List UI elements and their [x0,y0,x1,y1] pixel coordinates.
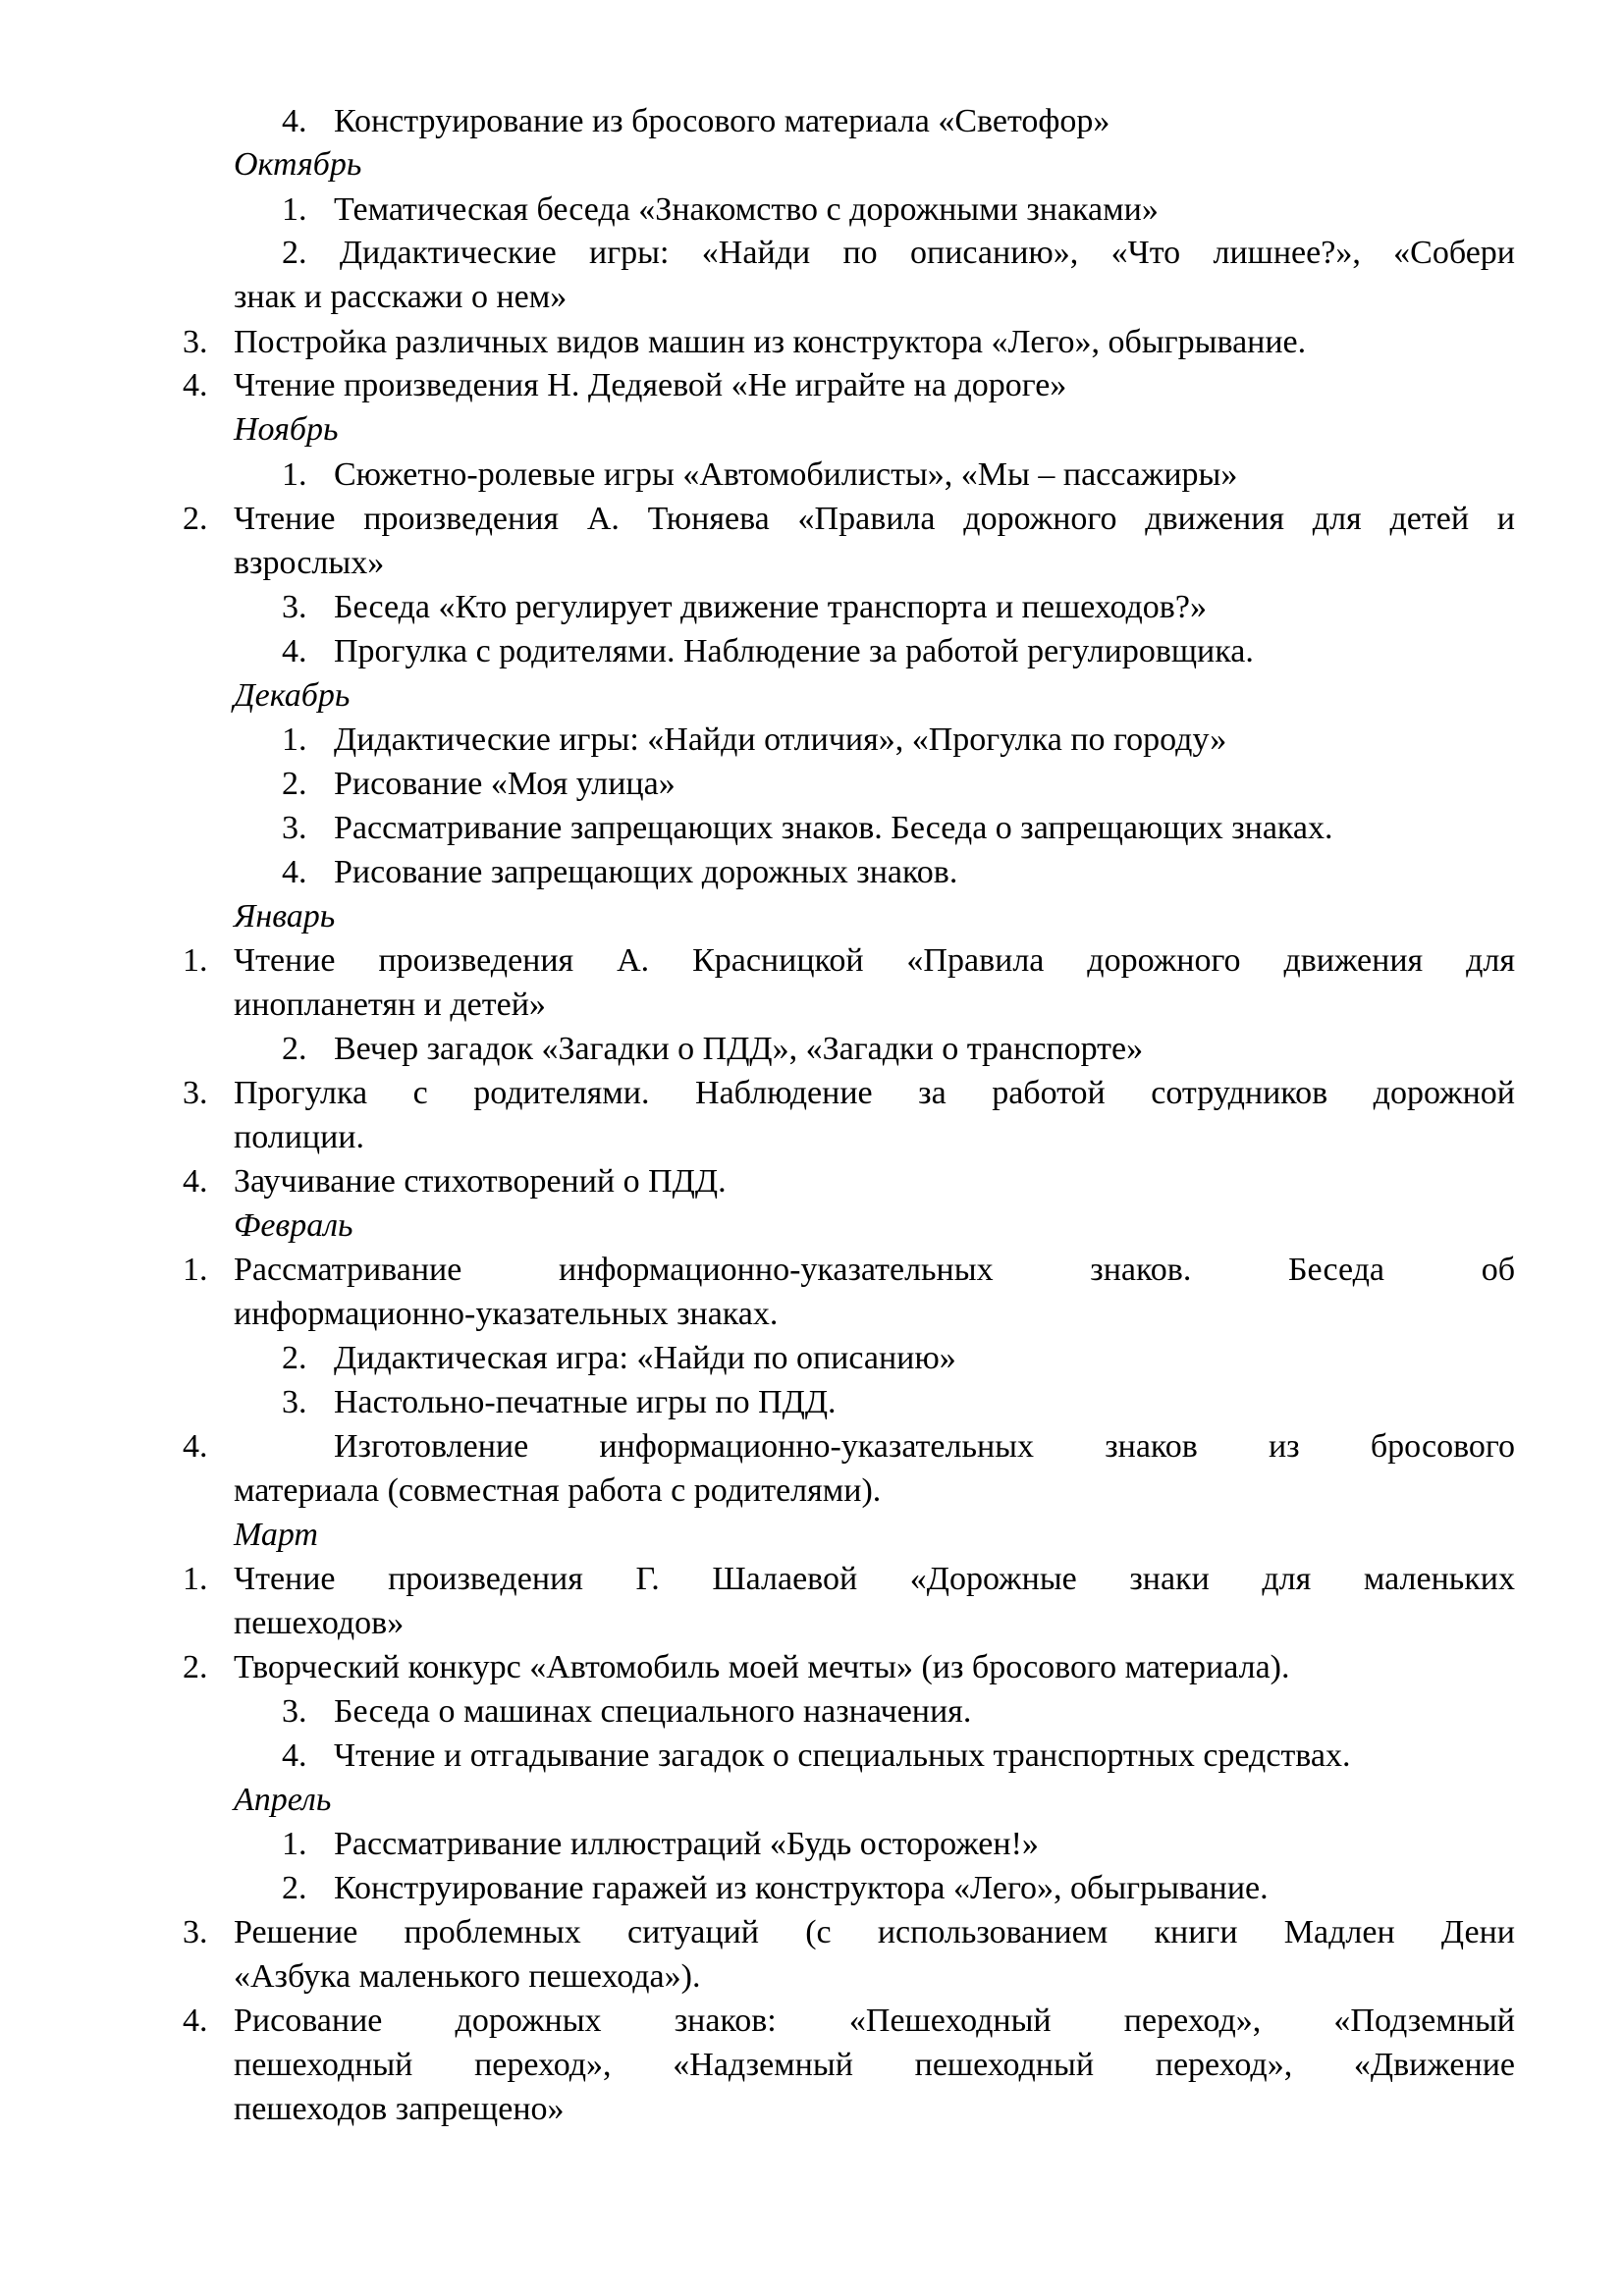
list-number: 3. [282,1384,307,1420]
list-item: Постройка различных видов машин из конструктора «Лего», обыгрывание. [234,324,1307,360]
list-number: 1. [183,1252,208,1288]
list-number: 2. [282,1340,307,1376]
list-item: Вечер загадок «Загадки о ПДД», «Загадки о транспорте» [334,1031,1144,1067]
list-number: 1. [183,942,208,979]
list-item-continuation: информационно-указательных знаках. [234,1296,779,1332]
list-item: Творческий конкурс «Автомобиль моей мечты» (из бросового материала). [234,1649,1290,1685]
list-item: Настольно-печатные игры по ПДД. [334,1384,837,1420]
list-number: 3. [183,1914,208,1950]
list-item: Решение проблемных ситуаций (с использованием книги Мадлен Дени [234,1914,1515,1950]
list-item: Сюжетно-ролевые игры «Автомобилисты», «Мы – пассажиры» [334,456,1238,493]
list-number: 1. [282,456,307,493]
list-number: 2. [282,1031,307,1067]
list-number: 1. [282,721,307,758]
list-item: Рисование «Моя улица» [334,766,676,802]
month-heading: Декабрь [234,677,351,714]
list-item: Чтение произведения А. Тюняева «Правила дорожного движения для детей и [234,501,1515,537]
month-heading: Апрель [234,1782,332,1818]
list-item: Конструирование из бросового материала «Светофор» [334,103,1110,139]
list-item: Дидактические игры: «Найди отличия», «Прогулка по городу» [334,721,1227,758]
list-number: 1. [282,1826,307,1862]
list-item: Дидактическая игра: «Найди по описанию» [334,1340,956,1376]
list-number: 3. [282,589,307,625]
month-heading: Март [234,1517,318,1553]
list-item-continuation: знак и расскажи о нем» [234,279,568,315]
list-item-continuation: взрослых» [234,545,385,581]
list-item: Рассматривание запрещающих знаков. Беседа о запрещающих знаках. [334,810,1333,846]
list-number: 4. [282,1737,307,1774]
list-number: 3. [183,324,208,360]
month-heading: Ноябрь [234,411,339,448]
list-number: 4. [183,2002,208,2039]
list-number: 3. [183,1075,208,1111]
list-number: 1. [183,1561,208,1597]
list-item-continuation: инопланетян и детей» [234,987,546,1023]
list-number: 2. [282,1870,307,1906]
list-item-continuation: пешеходов» [234,1605,405,1641]
list-number: 4. [282,103,307,139]
list-item: Чтение произведения Г. Шалаевой «Дорожные знаки для маленьких [234,1561,1515,1597]
list-item-continuation: пешеходный переход», «Надземный пешеходный переход», «Движение [234,2047,1515,2083]
month-heading: Февраль [234,1207,353,1244]
list-number: 2. [183,501,208,537]
list-item: Беседа «Кто регулирует движение транспорта и пешеходов?» [334,589,1207,625]
month-heading: Октябрь [234,146,362,183]
list-number: 3. [282,1693,307,1730]
list-item: Беседа о машинах специального назначения. [334,1693,972,1730]
list-item: Прогулка с родителями. Наблюдение за работой регулировщика. [334,633,1254,669]
list-number: 4. [183,1428,208,1465]
list-item: 2. Дидактические игры: «Найди по описанию», «Что лишнее?», «Собери [282,235,1515,271]
list-item: Чтение произведения А. Красницкой «Правила дорожного движения для [234,942,1515,979]
list-item: Конструирование гаражей из конструктора «Лего», обыгрывание. [334,1870,1269,1906]
list-number: 4. [183,367,208,403]
list-number: 2. [183,1649,208,1685]
list-item-continuation: пешеходов запрещено» [234,2091,565,2127]
list-number: 4. [282,633,307,669]
list-item-continuation: материала (совместная работа с родителями). [234,1472,882,1509]
list-item: Чтение произведения Н. Дедяевой «Не играйте на дороге» [234,367,1067,403]
list-number: 3. [282,810,307,846]
list-number: 4. [183,1163,208,1200]
list-item: Чтение и отгадывание загадок о специальных транспортных средствах. [334,1737,1351,1774]
list-item-continuation: полиции. [234,1119,364,1155]
month-heading: Январь [234,898,336,934]
list-number: 4. [282,854,307,890]
list-item: Рассматривание информационно-указательных знаков. Беседа об [234,1252,1515,1288]
list-number: 2. [282,766,307,802]
list-item-continuation: «Азбука маленького пешехода»). [234,1958,701,1995]
list-item: Рисование запрещающих дорожных знаков. [334,854,958,890]
list-item: Тематическая беседа «Знакомство с дорожными знаками» [334,191,1159,228]
list-item: Рисование дорожных знаков: «Пешеходный переход», «Подземный [234,2002,1515,2039]
list-number: 1. [282,191,307,228]
list-item: Заучивание стихотворений о ПДД. [234,1163,727,1200]
list-item: Изготовление информационно-указательных знаков из бросового [334,1428,1515,1465]
list-item: Рассматривание иллюстраций «Будь осторожен!» [334,1826,1039,1862]
list-item: Прогулка с родителями. Наблюдение за работой сотрудников дорожной [234,1075,1515,1111]
